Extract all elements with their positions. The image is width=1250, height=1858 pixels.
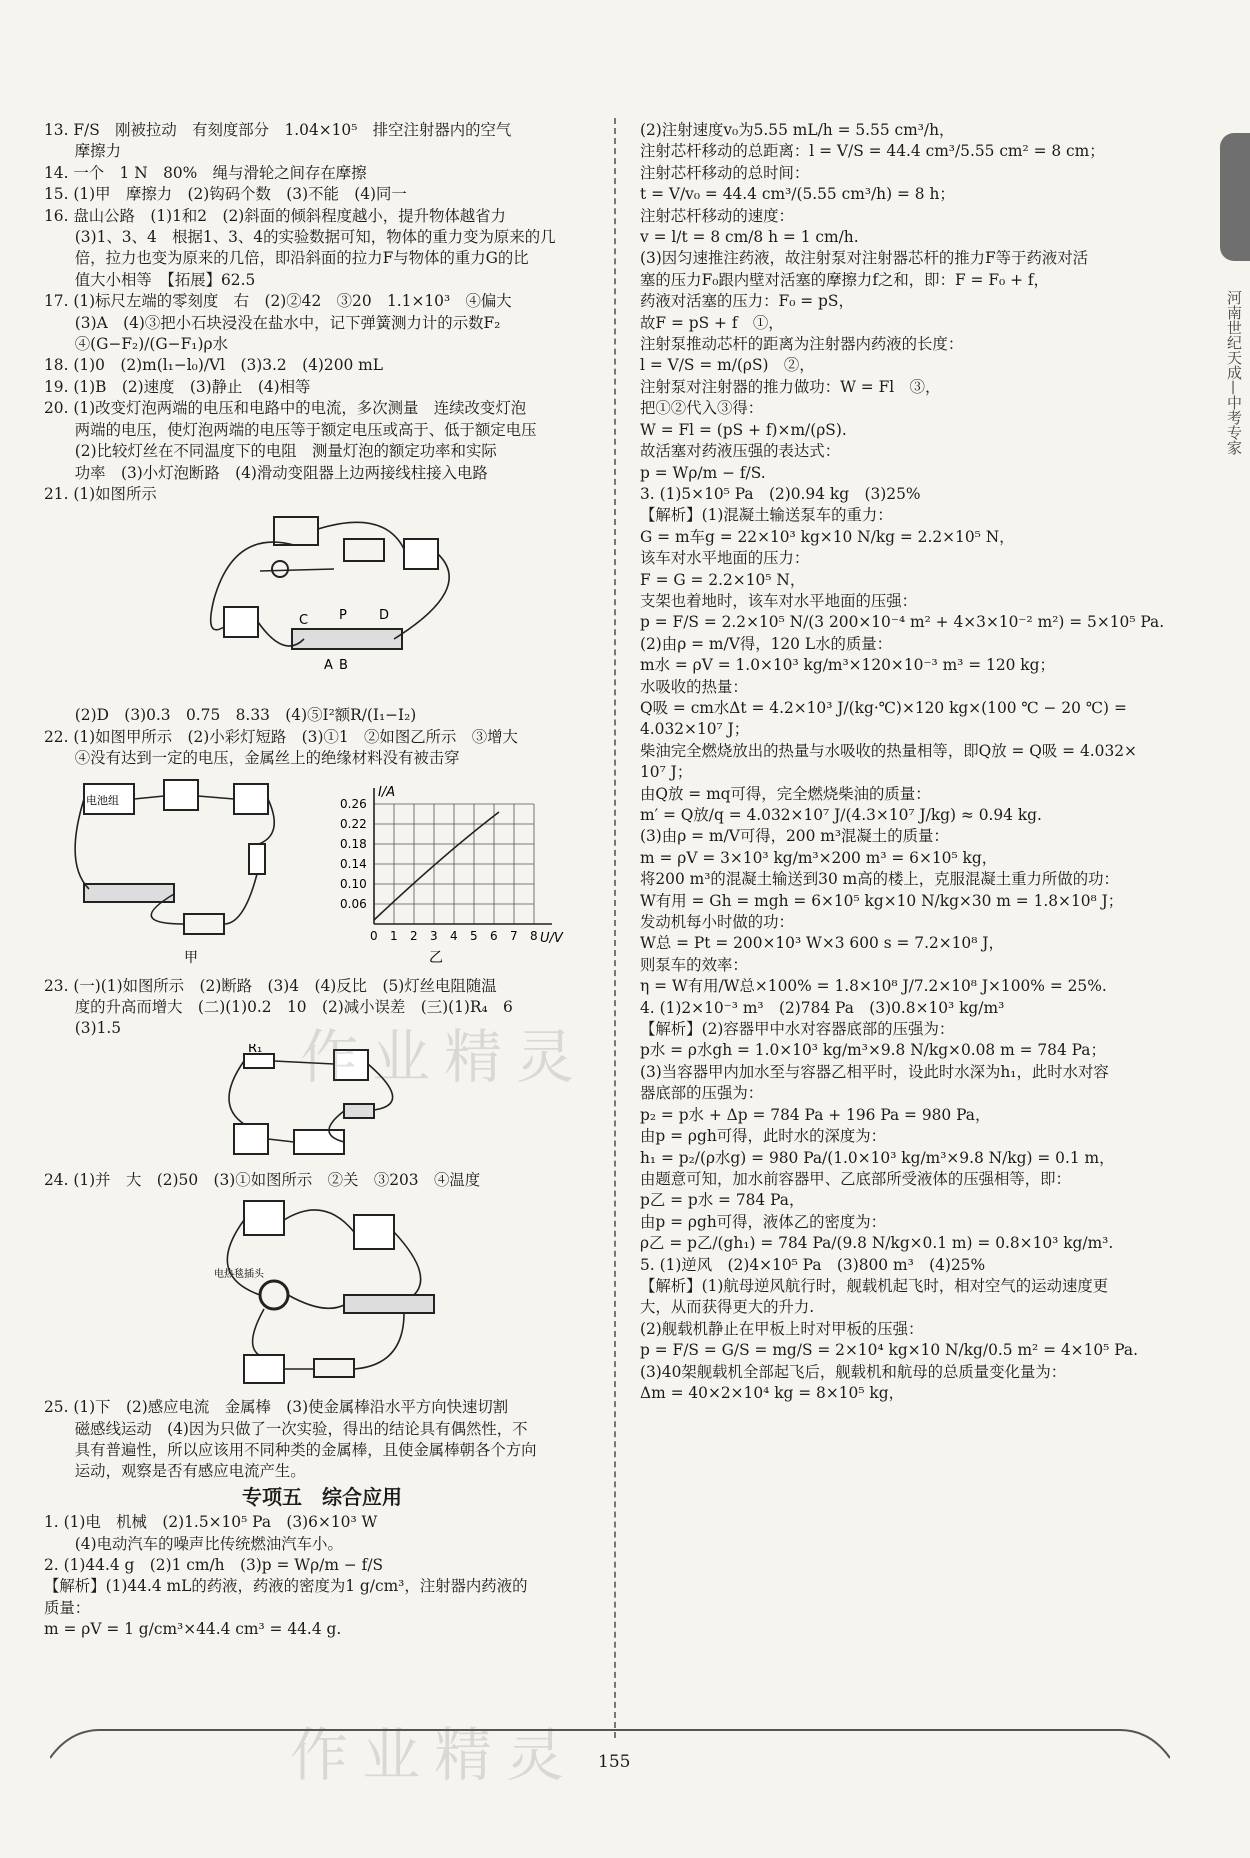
- answer-line: 由p = ρgh可得，液体乙的密度为：: [640, 1212, 887, 1231]
- column-divider: [614, 118, 616, 1738]
- answer-line: 15. (1)甲 摩擦力 (2)钩码个数 (3)不能 (4)同一: [44, 185, 407, 204]
- answer-line: 具有普遍性，所以应该用不同种类的金属棒，且使金属棒朝各个方向: [44, 1440, 537, 1459]
- answer-line: 20. (1)改变灯泡两端的电压和电路中的电流，多次测量 连续改变灯泡: [44, 399, 527, 418]
- answer-line: 5. (1)逆风 (2)4×10⁵ Pa (3)800 m³ (4)25%: [640, 1255, 986, 1274]
- lamp-22: [249, 844, 265, 874]
- answer-line: 注射泵对注射器的推力做功：W = Fl ③，: [640, 377, 941, 396]
- answer-line: 度的升高而增大 (二)(1)0.2 10 (2)减小误差 (三)(1)R₄ 6: [44, 997, 513, 1016]
- answer-line: 4.032×10⁷ J；: [640, 720, 750, 739]
- side-tab: [1220, 133, 1250, 261]
- answer-line: 质量：: [44, 1598, 91, 1617]
- y-axis-label: I/A: [378, 784, 396, 800]
- answer-line: 23. (一)(1)如图所示 (2)断路 (3)4 (4)反比 (5)灯丝电阻随温: [44, 976, 497, 995]
- answer-line: (2)D (3)0.3 0.75 8.33 (4)⑤I²额R/(I₁−I₂): [44, 706, 417, 725]
- answer-line: l = V/S = m/(ρS) ②，: [640, 356, 815, 375]
- answer-line: v = l/t = 8 cm/8 h = 1 cm/h.: [640, 228, 859, 247]
- answer-line: (3)由ρ = m/V可得，200 m³混凝土的质量：: [640, 827, 949, 846]
- section-heading: 专项五 综合应用: [242, 1484, 402, 1509]
- y-tick-label: 0.14: [340, 856, 367, 871]
- figure-22: [44, 774, 600, 970]
- circuit-figure-24: [44, 1195, 600, 1391]
- answer-line: m = ρV = 1 g/cm³×44.4 cm³ = 44.4 g.: [44, 1620, 342, 1639]
- page-number: 155: [598, 1752, 631, 1772]
- answer-line: η = W有用/W总×100% = 1.8×10⁸ J/7.2×10⁸ J×100% = 25%.: [640, 977, 1107, 996]
- answer-line: W = Fl = (pS + f)×m/(ρS).: [640, 420, 847, 439]
- resistor-label: R₁: [248, 1043, 263, 1056]
- answer-line: 发动机每小时做的功：: [640, 913, 794, 932]
- figure-22-svg: [44, 774, 600, 970]
- answer-line: 器底部的压强为：: [640, 1084, 764, 1103]
- x-tick-label: 1: [390, 928, 398, 943]
- meter-24-b: [354, 1215, 394, 1249]
- answer-line: 注射芯杆移动的速度：: [640, 206, 794, 225]
- x-tick-label: 3: [430, 928, 438, 943]
- x-axis-label: U/V: [540, 930, 563, 946]
- answers-24: [44, 1170, 600, 1191]
- label-d: D: [379, 608, 390, 624]
- answer-line: 13. F/S 刚被拉动 有刻度部分 1.04×10⁵ 排空注射器内的空气: [44, 121, 512, 139]
- answer-line: (2)由ρ = m/V得，120 L水的质量：: [640, 634, 893, 653]
- battery-label: 电池组: [86, 793, 119, 807]
- answer-line: 两端的电压，使灯泡两端的电压等于额定电压或高于、低于额定电压: [44, 420, 537, 439]
- answer-line: (2)注射速度v₀为5.55 mL/h = 5.55 cm³/h，: [640, 121, 955, 139]
- answer-line: Δm = 40×2×10⁴ kg = 8×10⁵ kg，: [640, 1383, 904, 1402]
- answer-line: ④没有达到一定的电压，金属丝上的绝缘材料没有被击穿: [44, 749, 460, 768]
- x-tick-label: 5: [470, 928, 478, 943]
- answer-line: 功率 (3)小灯泡断路 (4)滑动变阻器上边两接线柱接入电路: [44, 463, 488, 482]
- electric-blanket-plug: [260, 1281, 288, 1309]
- answer-line: (3)因匀速推注药液，故注射泵对注射器芯杆的推力F等于药液对活: [640, 249, 1089, 268]
- answer-line: 3. (1)5×10⁵ Pa (2)0.94 kg (3)25%: [640, 484, 921, 503]
- answers-13-21: [44, 120, 600, 505]
- answer-line: 1. (1)电 机械 (2)1.5×10⁵ Pa (3)6×10³ W: [44, 1513, 378, 1532]
- answer-line: 19. (1)B (2)速度 (3)静止 (4)相等: [44, 377, 311, 396]
- iv-graph: [340, 785, 564, 946]
- answer-line: 故活塞对药液压强的表达式：: [640, 442, 841, 461]
- answer-line: 【解析】(2)容器甲中水对容器底部的压强为：: [640, 1020, 955, 1039]
- y-tick-label: 0.26: [340, 796, 367, 811]
- answers-comprehensive: [44, 1512, 600, 1640]
- answers-25: [44, 1397, 600, 1483]
- answer-line: 运动，观察是否有感应电流产生。: [44, 1462, 306, 1481]
- answer-line: 磁感线运动 (4)因为只做了一次实验，得出的结论具有偶然性，不: [44, 1419, 528, 1438]
- answer-line: G = m车g = 22×10³ kg×10 N/kg = 2.2×10⁵ N，: [640, 527, 1015, 546]
- answer-line: 21. (1)如图所示: [44, 484, 157, 503]
- x-tick-label: 8: [530, 928, 538, 943]
- answer-line: 塞的压力F₀跟内壁对活塞的摩擦力f之和，即：F = F₀ + f，: [640, 270, 1049, 289]
- answer-line: p = F/S = G/S = mg/S = 2×10⁴ kg×10 N/kg/0.5 m² = 4×10⁵ Pa.: [640, 1341, 1138, 1360]
- answer-line: m = ρV = 3×10³ kg/m³×200 m³ = 6×10⁵ kg，: [640, 848, 998, 867]
- answer-line: 由Q放 = mq可得，完全燃烧柴油的质量：: [640, 784, 931, 803]
- answer-line: W总 = Pt = 200×10³ W×3 600 s = 7.2×10⁸ J，: [640, 934, 1004, 953]
- answer-line: m水 = ρV = 1.0×10³ kg/m³×120×10⁻³ m³ = 120 kg；: [640, 656, 1055, 675]
- switch-21: [344, 539, 384, 561]
- answer-line: (3)当容器甲内加水至与容器乙相平时，设此时水深为h₁，此时水对容: [640, 1062, 1109, 1081]
- answer-line: 大，从而获得更大的升力.: [640, 1298, 815, 1317]
- answer-line: 18. (1)0 (2)m(l₁−l₀)/Vl (3)3.2 (4)200 mL: [44, 356, 383, 375]
- circuit-21-svg: [204, 509, 534, 699]
- answer-line: 由p = ρgh可得，此时水的深度为：: [640, 1127, 887, 1146]
- y-tick-label: 0.10: [340, 876, 367, 891]
- x-tick-label: 4: [450, 928, 458, 943]
- answer-line: 14. 一个 1 N 80% 绳与滑轮之间存在摩擦: [44, 163, 367, 182]
- answer-line: p水 = ρ水gh = 1.0×10³ kg/m³×9.8 N/kg×0.08 m = 784 Pa；: [640, 1041, 1106, 1060]
- resistor-23: [244, 1054, 274, 1068]
- battery-24: [244, 1355, 284, 1383]
- answer-line: 24. (1)并 大 (2)50 (3)①如图所示 ②关 ③203 ④温度: [44, 1170, 481, 1189]
- x-tick-label: 7: [510, 928, 518, 943]
- battery-21: [274, 517, 318, 545]
- ammeter-22: [164, 780, 198, 810]
- rheostat-22: [84, 884, 174, 902]
- answer-line: (3)1、3、4 根据1、3、4的实验数据可知，物体的重力变为原来的几: [44, 228, 556, 247]
- answer-line: Q吸 = cm水Δt = 4.2×10³ J/(kg·℃)×120 kg×(100 ℃ − 20 ℃) =: [640, 698, 1127, 717]
- switch-23: [344, 1104, 374, 1118]
- label-p: P: [339, 608, 347, 624]
- answer-line: 25. (1)下 (2)感应电流 金属棒 (3)使金属棒沿水平方向快速切割: [44, 1398, 509, 1417]
- y-tick-label: 0.18: [340, 836, 367, 851]
- answer-line: p₂ = p水 + Δp = 784 Pa + 196 Pa = 980 Pa，: [640, 1105, 991, 1124]
- x-tick-label: 2: [410, 928, 418, 943]
- answer-line: 注射泵推动芯杆的距离为注射器内药液的长度：: [640, 335, 964, 354]
- rheostat-24: [344, 1295, 434, 1313]
- x-tick-label: 0: [370, 928, 378, 943]
- answer-line: p = Wρ/m − f/S.: [640, 463, 766, 482]
- answer-line: 故F = pS + f ①，: [640, 313, 784, 332]
- circuit-24-svg: [204, 1195, 534, 1391]
- switch-24: [314, 1359, 354, 1377]
- answer-line: 将200 m³的混凝土输送到30 m高的楼上，克服混凝土重力所做的功：: [640, 870, 1119, 889]
- answer-line: 4. (1)2×10⁻³ m³ (2)784 Pa (3)0.8×10³ kg/m³: [640, 998, 1005, 1017]
- answer-line: 柴油完全燃烧放出的热量与水吸收的热量相等，即Q放 = Q吸 = 4.032×: [640, 741, 1137, 760]
- answer-line: 2. (1)44.4 g (2)1 cm/h (3)p = Wρ/m − f/S: [44, 1556, 384, 1574]
- answer-line: h₁ = p₂/(ρ水g) = 980 Pa/(1.0×10³ kg/m³×9.8 N/kg) = 0.1 m，: [640, 1148, 1115, 1167]
- answer-line: 值大小相等 【拓展】62.5: [44, 270, 256, 289]
- voltmeter-22: [234, 784, 268, 814]
- answer-line: 把①②代入③得：: [640, 399, 764, 418]
- circuit-22-a: [75, 780, 274, 934]
- answer-line: 注射芯杆移动的总距离：l = V/S = 44.4 cm³/5.55 cm² = 8 cm；: [640, 142, 1105, 161]
- answer-line: F = G = 2.2×10⁵ N，: [640, 570, 806, 589]
- answer-line: 药液对活塞的压力：F₀ = pS，: [640, 292, 854, 311]
- answer-line: 【解析】(1)航母逆风航行时，舰载机起飞时，相对空气的运动速度更: [640, 1276, 1109, 1295]
- answer-line: 则泵车的效率：: [640, 955, 748, 974]
- side-tab-text: 河南世纪天成—中考专家: [1225, 290, 1243, 455]
- bulb-21: [272, 561, 288, 577]
- ammeter-21: [224, 607, 258, 637]
- answer-line: 16. 盘山公路 (1)1和2 (2)斜面的倾斜程度越小，提升物体越省力: [44, 206, 506, 225]
- answer-line: (3)1.5: [44, 1019, 122, 1038]
- answer-line: 10⁷ J；: [640, 763, 693, 782]
- answer-line: 【解析】(1)混凝土输送泵车的重力：: [640, 506, 893, 525]
- answer-line: 支架也着地时，该车对水平地面的压强：: [640, 591, 918, 610]
- answer-line: (4)电动汽车的噪声比传统燃油汽车小。: [44, 1534, 343, 1553]
- circuit-figure-21: [44, 509, 600, 699]
- y-tick-label: 0.06: [340, 896, 367, 911]
- label-b: B: [339, 658, 348, 674]
- plug-label: 电热毯插头: [214, 1269, 264, 1281]
- answer-line: m′ = Q放/q = 4.032×10⁷ J/(4.3×10⁷ J/kg) ≈ 0.94 kg.: [640, 806, 1042, 824]
- label-c: C: [299, 613, 309, 629]
- answer-line: W有用 = Gh = mgh = 6×10⁵ kg×10 N/kg×30 m = 1.8×10⁸ J；: [640, 891, 1124, 910]
- answer-line: p乙 = p水 = 784 Pa，: [640, 1191, 805, 1210]
- switch-22: [184, 914, 224, 934]
- answer-line: 由题意可知，加水前容器甲、乙底部所受液体的压强相等，即：: [640, 1169, 1071, 1188]
- answer-line: 17. (1)标尺左端的零刻度 右 (2)②42 ③20 1.1×10³ ④偏大: [44, 292, 512, 311]
- meter-24-a: [244, 1201, 284, 1235]
- right-column: [640, 120, 1170, 1404]
- voltmeter-21: [404, 539, 438, 569]
- y-tick-label: 0.22: [340, 816, 367, 831]
- caption-a: 甲: [184, 949, 198, 966]
- answer-line: 22. (1)如图甲所示 (2)小彩灯短路 (3)①1 ②如图乙所示 ③增大: [44, 727, 518, 746]
- answer-line: p = F/S = 2.2×10⁵ N/(3 200×10⁻⁴ m² + 4×3×10⁻² m²) = 5×10⁵ Pa.: [640, 613, 1165, 632]
- answer-line: ④(G−F₂)/(G−F₁)ρ水: [44, 335, 228, 354]
- answer-line: (2)比较灯丝在不同温度下的电阻 测量灯泡的额定功率和实际: [44, 442, 497, 461]
- label-a: A: [324, 658, 333, 674]
- rheostat-21: [292, 629, 402, 649]
- x-tick-label: 6: [490, 928, 498, 943]
- resistance-box-23: [294, 1130, 344, 1154]
- answer-line: (3)40架舰载机全部起飞后，舰载机和航母的总质量变化量为：: [640, 1362, 1067, 1381]
- answer-line: ρ乙 = p乙/(gh₁) = 784 Pa/(9.8 N/kg×0.1 m) = 0.8×10³ kg/m³.: [640, 1234, 1114, 1253]
- watermark-mid: 作业精灵: [300, 1023, 589, 1091]
- answers-21-22: [44, 705, 600, 769]
- answer-line: t = V/v₀ = 44.4 cm³/(5.55 cm³/h) = 8 h；: [640, 185, 955, 204]
- answer-line: 【解析】(1)44.4 mL的药液，药液的密度为1 g/cm³，注射器内药液的: [44, 1577, 528, 1596]
- answer-line: 倍，拉力也变为原来的几倍，即沿斜面的拉力F与物体的重力G的比: [44, 249, 529, 268]
- answer-line: 水吸收的热量：: [640, 677, 748, 696]
- answer-line: 摩擦力: [44, 142, 121, 161]
- ammeter-23: [234, 1124, 268, 1154]
- answer-line: 注射芯杆移动的总时间：: [640, 163, 810, 182]
- left-column: [44, 120, 600, 1641]
- answer-line: (2)舰载机静止在甲板上时对甲板的压强：: [640, 1319, 924, 1338]
- answer-line: (3)A (4)③把小石块浸没在盐水中，记下弹簧测力计的示数F₂: [44, 313, 501, 332]
- answer-line: 该车对水平地面的压力：: [640, 549, 810, 568]
- watermark-bottom: 作业精灵: [290, 1721, 579, 1789]
- caption-b: 乙: [429, 949, 443, 966]
